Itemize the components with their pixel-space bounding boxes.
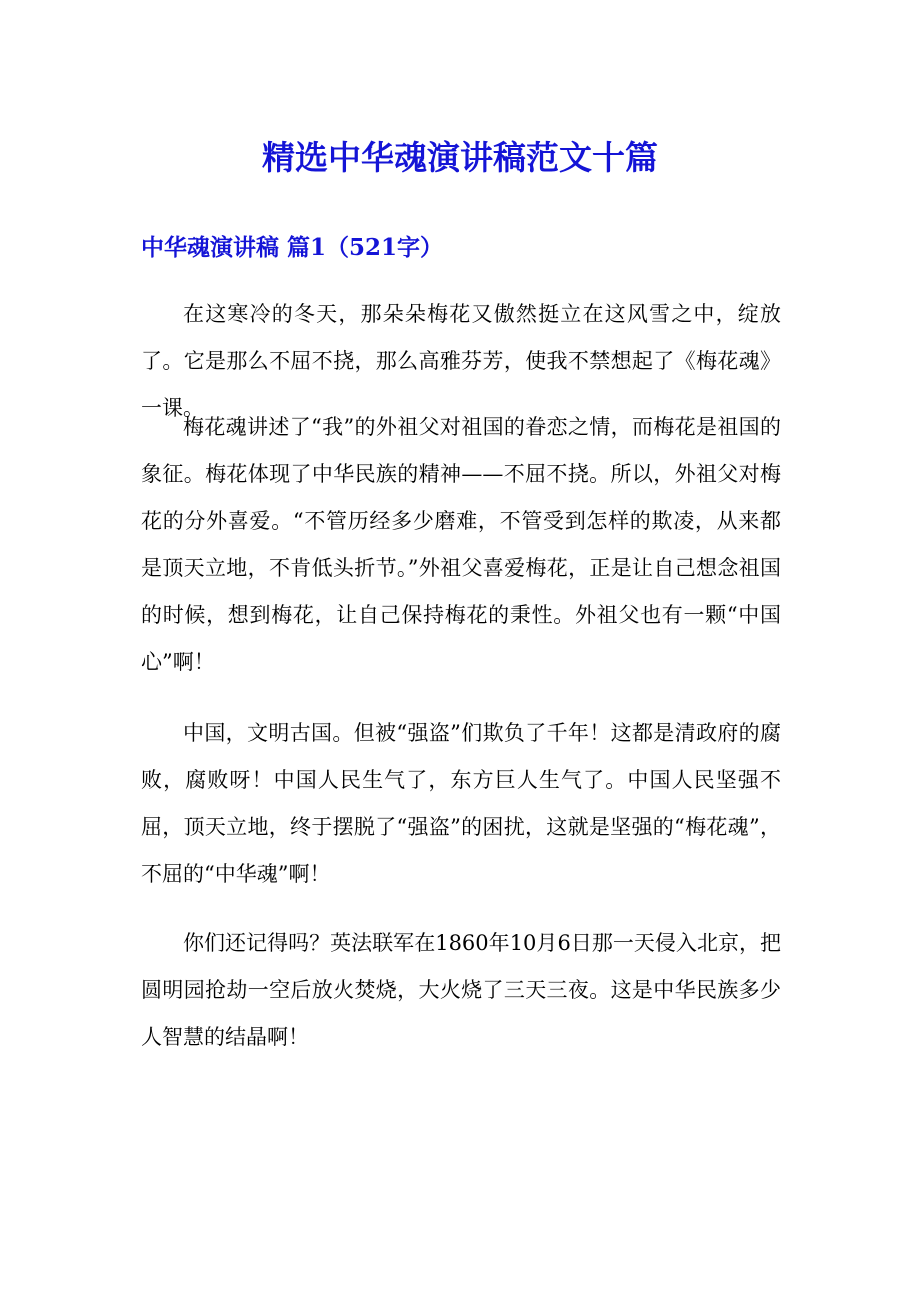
paragraph-4: 你们还记得吗？英法联军在1860年10月6日那一天侵入北京，把圆明园抢劫一空后放火焚烧，大火烧了三天三夜。这是中华民族多少人智慧的结晶啊！	[141, 931, 781, 1049]
paragraph-3: 中国，文明古国。但被“强盗”们欺负了千年！这都是清政府的腐败，腐败呀！中国人民生气了，东方巨人生气了。中国人民坚强不屈，顶天立地，终于摆脱了“强盗”的困扰，这就是坚强的“梅花魂”，不屈的“中华魂”啊！	[141, 721, 781, 886]
paragraph-2: 梅花魂讲述了“我”的外祖父对祖国的眷恋之情，而梅花是祖国的象征。梅花体现了中华民族的精神——不屈不挠。所以，外祖父对梅花的分外喜爱。“不管历经多少磨难，不管受到怎样的欺凌，从来都是顶天立地，不肯低头折节。”外祖父喜爱梅花，正是让自己想念祖国的时候，想到梅花，让自己保持梅花的秉性。外祖父也有一颗“中国心”啊！	[141, 415, 781, 674]
section-heading: 中华魂演讲稿 篇1（521字）	[141, 234, 444, 261]
paragraph-1: 在这寒冷的冬天，那朵朵梅花又傲然挺立在这风雪之中，绽放了。它是那么不屈不挠，那么高雅芬芳，使我不禁想起了《梅花魂》一课。	[141, 302, 781, 420]
document-title: 精选中华魂演讲稿范文十篇	[262, 138, 658, 177]
